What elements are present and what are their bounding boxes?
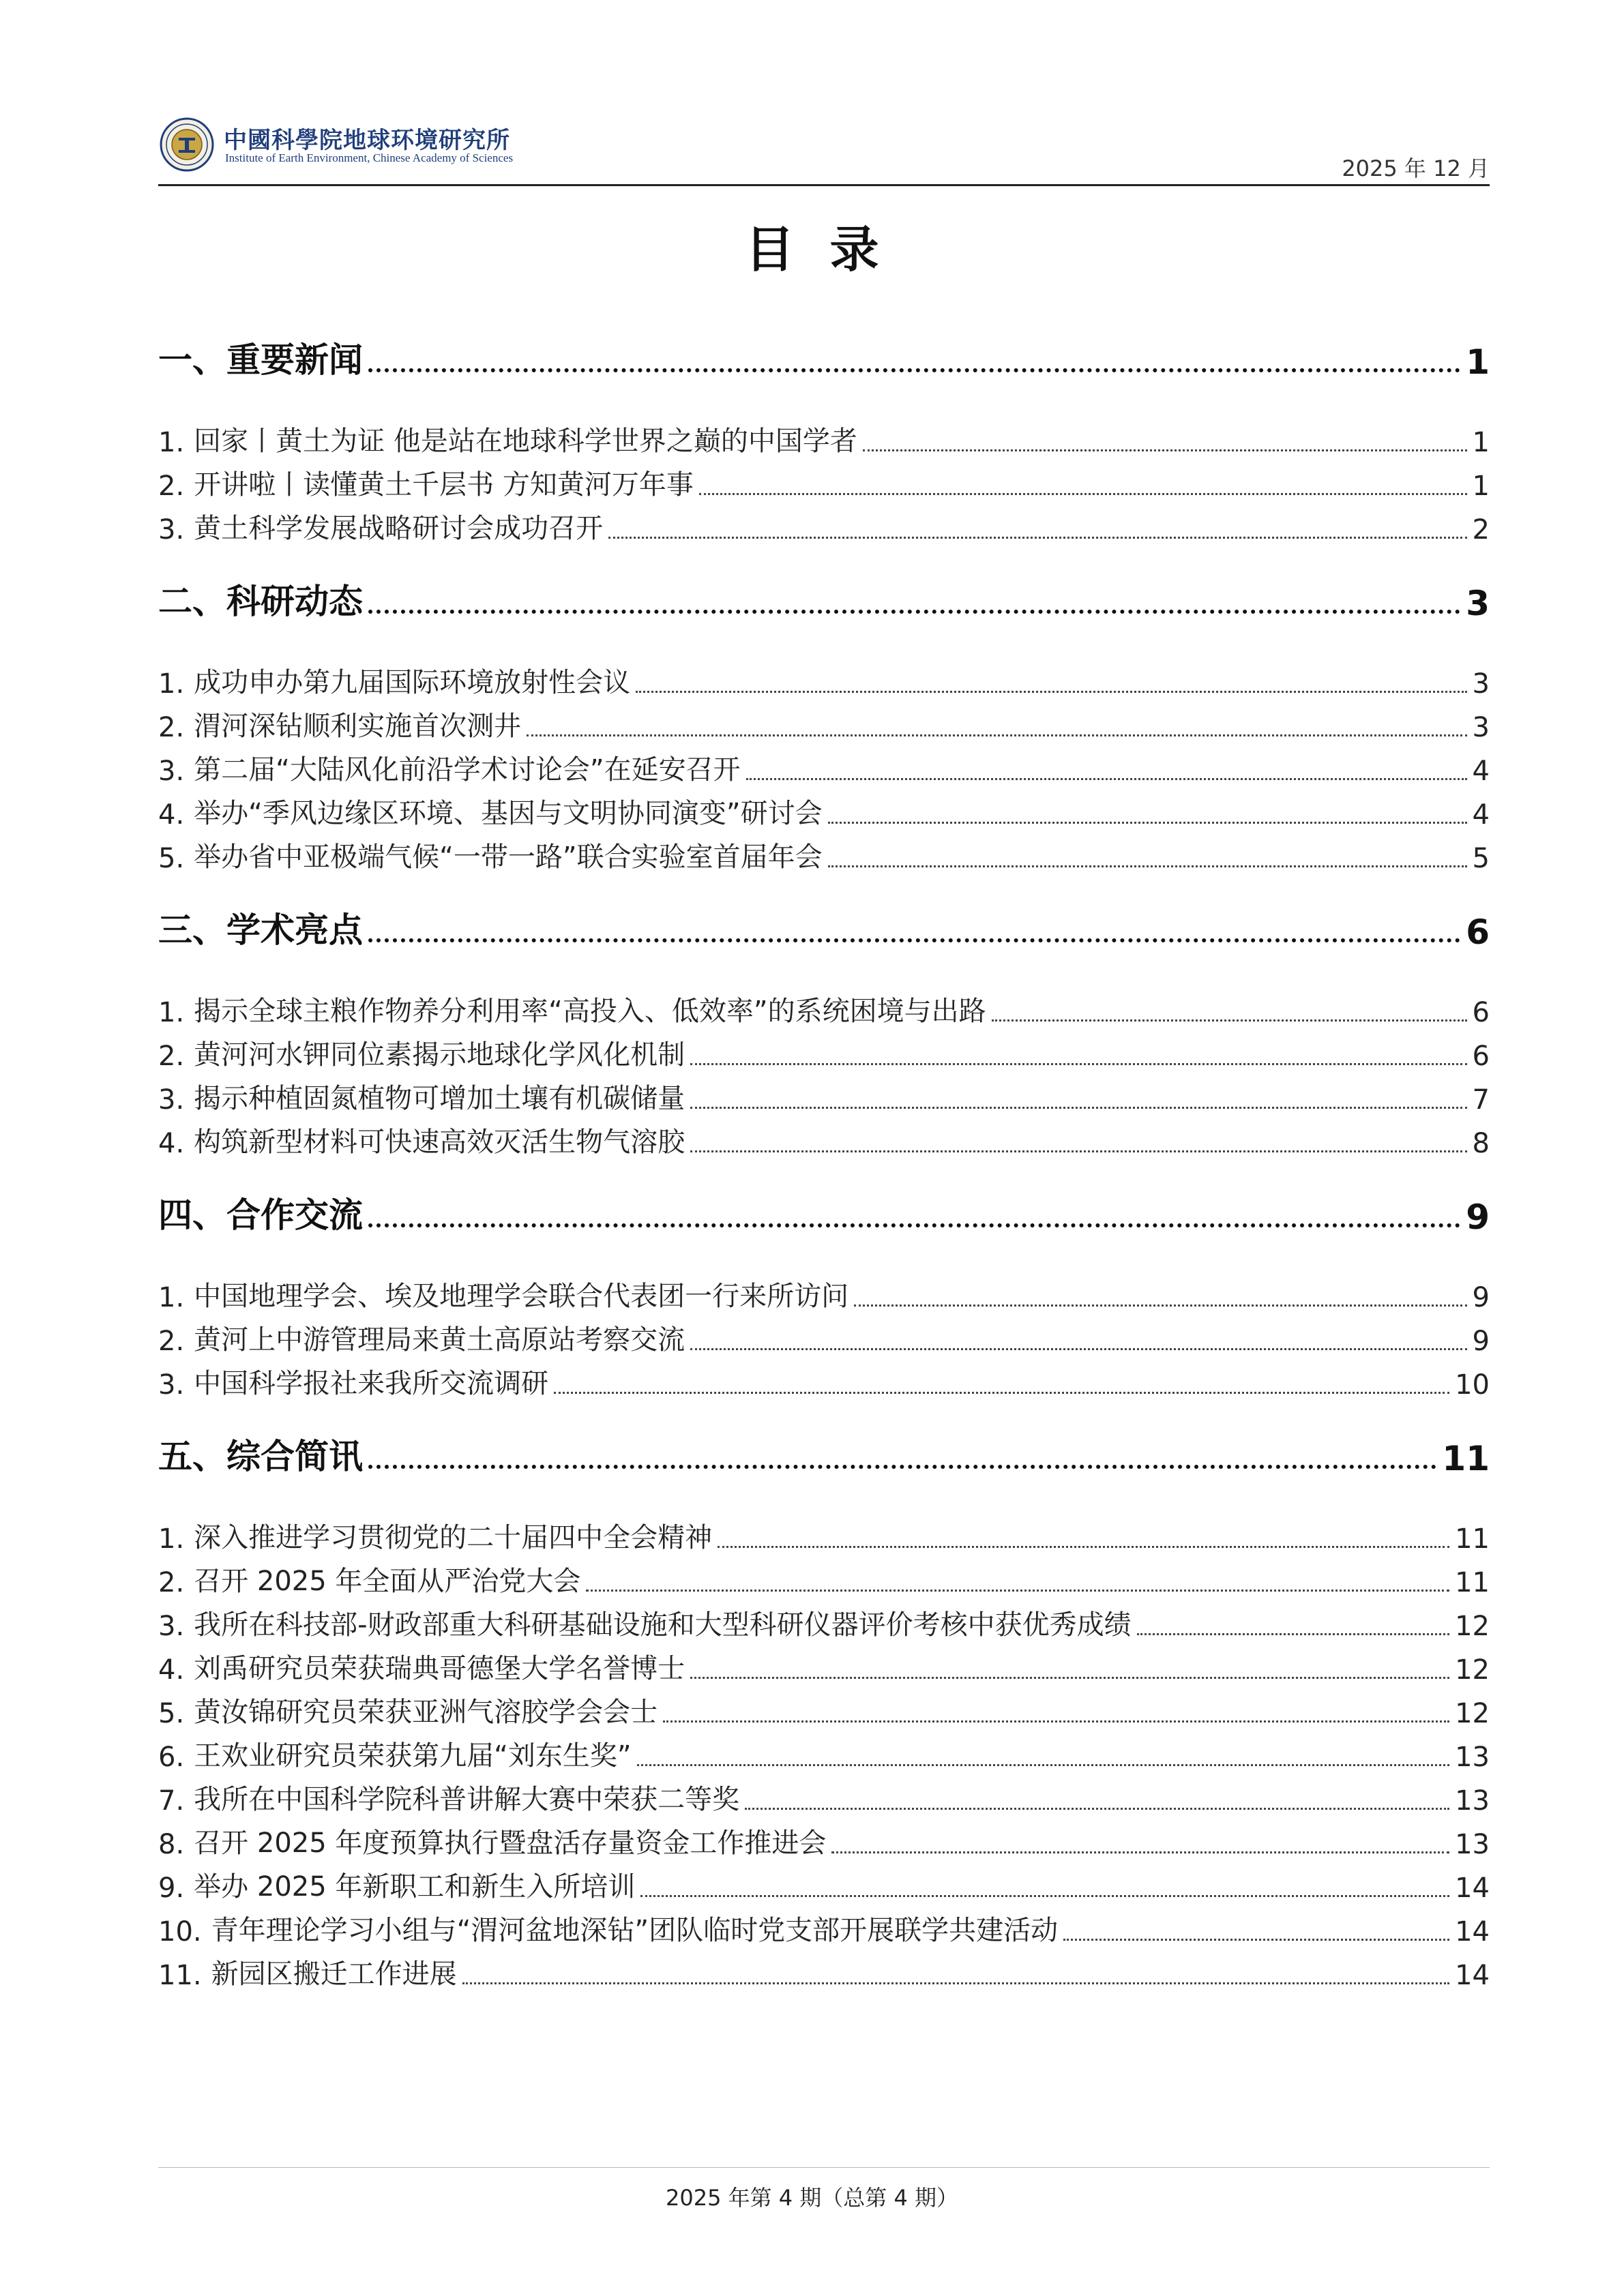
section-spacer (158, 952, 1490, 985)
toc-item-entry[interactable] (158, 1817, 1490, 1860)
item-number: 2. (158, 1567, 185, 1598)
item-page-number: 12 (1455, 1654, 1490, 1686)
item-number: 6. (158, 1742, 185, 1773)
item-page-number: 4 (1472, 756, 1490, 787)
item-number: 3. (158, 1369, 185, 1401)
dot-leader (608, 537, 1466, 539)
item-title: 揭示种植固氮植物可增加土壤有机碳储量 (194, 1083, 685, 1114)
item-title: 揭示全球主粮作物养分利用率“高投入、低效率”的系统困境与出路 (194, 996, 986, 1027)
dot-leader (690, 1107, 1466, 1109)
item-number: 3. (158, 514, 185, 546)
section-spacer (158, 623, 1490, 656)
dot-leader (527, 734, 1466, 736)
item-title: 中国地理学会、埃及地理学会联合代表团一行来所访问 (194, 1281, 849, 1312)
dot-leader (699, 493, 1467, 495)
dot-leader (690, 1348, 1466, 1350)
section-number: 一、 (158, 340, 226, 380)
item-number: 9. (158, 1873, 185, 1904)
toc-item-entry[interactable] (158, 1028, 1490, 1072)
toc-item-entry[interactable] (158, 985, 1490, 1028)
toc-item-entry[interactable] (158, 1313, 1490, 1357)
section-spacer (158, 1401, 1490, 1410)
item-title: 黄土科学发展战略研讨会成功召开 (194, 513, 604, 544)
dot-leader (828, 865, 1467, 867)
item-number: 4. (158, 1128, 185, 1159)
issue-date: 2025 年 12 月 (1342, 155, 1490, 181)
toc-item-entry[interactable] (158, 1072, 1490, 1116)
toc-item-entry[interactable] (158, 458, 1490, 502)
toc-item-entry[interactable] (158, 1773, 1490, 1817)
section-spacer (158, 546, 1490, 555)
item-title: 举办“季风边缘区环境、基因与文明协同演变”研讨会 (194, 798, 823, 829)
dot-leader (586, 1590, 1449, 1592)
item-page-number: 8 (1472, 1128, 1490, 1159)
item-number: 4. (158, 1654, 185, 1686)
logo-english-name: Institute of Earth Environment, Chinese Academy of Sciences (225, 151, 514, 164)
item-page-number: 12 (1455, 1611, 1490, 1642)
toc-item-entry[interactable] (158, 1598, 1490, 1642)
section-title: 重要新闻 (226, 340, 363, 380)
item-title: 黄汝锦研究员荣获亚洲气溶胶学会会士 (194, 1697, 658, 1728)
item-number: 11. (158, 1960, 202, 1991)
item-number: 1. (158, 1282, 185, 1313)
item-title: 刘禹研究员荣获瑞典哥德堡大学名誉博士 (194, 1653, 685, 1684)
item-page-number: 13 (1455, 1785, 1490, 1817)
item-page-number: 4 (1472, 799, 1490, 831)
section-page-number: 9 (1466, 1197, 1490, 1237)
section-title: 合作交流 (226, 1195, 363, 1235)
item-page-number: 14 (1455, 1960, 1490, 1991)
section-spacer (158, 1237, 1490, 1270)
item-page-number: 7 (1472, 1084, 1490, 1116)
toc-item-entry[interactable] (158, 502, 1490, 546)
toc-item-entry[interactable] (158, 415, 1490, 458)
toc-item-entry[interactable] (158, 1555, 1490, 1598)
dot-leader (368, 1223, 1460, 1227)
dot-leader (368, 368, 1460, 372)
item-title: 黄河上中游管理局来黄土高原站考察交流 (194, 1324, 685, 1356)
item-number: 2. (158, 712, 185, 743)
toc-section-entry[interactable] (158, 555, 1490, 623)
section-title: 学术亮点 (226, 910, 363, 950)
section-spacer (158, 1159, 1490, 1169)
toc-item-entry[interactable] (158, 1860, 1490, 1904)
dot-leader (1137, 1633, 1449, 1635)
dot-leader (636, 691, 1466, 693)
section-spacer (158, 874, 1490, 884)
item-number: 5. (158, 843, 185, 874)
item-page-number: 1 (1472, 471, 1490, 502)
item-page-number: 13 (1455, 1742, 1490, 1773)
toc-item-entry[interactable] (158, 1116, 1490, 1159)
toc-section-entry[interactable] (158, 314, 1490, 382)
item-title: 渭河深钻顺利实施首次测井 (194, 711, 522, 742)
item-page-number: 6 (1472, 997, 1490, 1028)
logo-chinese-name: 中國科學院地球环境研究所 (224, 127, 510, 154)
page-title: 目录 (745, 221, 915, 278)
item-title: 新园区搬迁工作进展 (211, 1958, 457, 1990)
dot-leader (863, 449, 1467, 451)
toc-item-entry[interactable] (158, 1357, 1490, 1401)
item-number: 3. (158, 1084, 185, 1116)
section-number: 三、 (158, 910, 226, 950)
item-page-number: 11 (1455, 1567, 1490, 1598)
item-title: 召开 2025 年全面从严治党大会 (194, 1566, 581, 1597)
item-number: 2. (158, 1041, 185, 1072)
dot-leader (554, 1392, 1449, 1394)
section-page-number: 6 (1466, 912, 1490, 952)
item-number: 1. (158, 427, 185, 458)
toc-item-entry[interactable] (158, 656, 1490, 700)
section-title: 科研动态 (226, 582, 363, 621)
item-title: 黄河河水钾同位素揭示地球化学风化机制 (194, 1039, 685, 1071)
item-title: 开讲啦丨读懂黄土千层书 方知黄河万年事 (194, 469, 694, 501)
item-title: 王欢业研究员荣获第九届“刘东生奖” (194, 1740, 632, 1772)
toc-item-entry[interactable] (158, 831, 1490, 874)
dot-leader (992, 1019, 1467, 1022)
table-of-contents (158, 314, 1490, 1991)
item-number: 10. (158, 1916, 202, 1948)
dot-leader (745, 1808, 1449, 1810)
item-page-number: 10 (1455, 1369, 1490, 1401)
page-footer: 2025 年第 4 期（总第 4 期） (665, 2185, 959, 2211)
toc-item-entry[interactable] (158, 1686, 1490, 1729)
dot-leader (746, 778, 1467, 780)
page-header (158, 109, 1490, 186)
section-page-number: 1 (1466, 342, 1490, 382)
item-page-number: 3 (1472, 668, 1490, 700)
dot-leader (690, 1150, 1466, 1152)
item-number: 1. (158, 997, 185, 1028)
item-page-number: 12 (1455, 1698, 1490, 1729)
toc-item-entry[interactable] (158, 700, 1490, 743)
item-title: 举办 2025 年新职工和新生入所培训 (194, 1871, 636, 1903)
toc-item-entry[interactable] (158, 1904, 1490, 1948)
section-number: 五、 (158, 1437, 226, 1476)
toc-section-entry[interactable] (158, 1169, 1490, 1237)
item-title: 召开 2025 年度预算执行暨盘活存量资金工作推进会 (194, 1828, 827, 1859)
dot-leader (831, 1851, 1449, 1853)
section-spacer (158, 1478, 1490, 1511)
item-page-number: 2 (1472, 514, 1490, 546)
dot-leader (640, 1895, 1449, 1897)
section-number: 二、 (158, 582, 226, 621)
dot-leader (1063, 1939, 1449, 1941)
dot-leader (637, 1764, 1449, 1766)
item-title: 中国科学报社来我所交流调研 (194, 1368, 549, 1399)
toc-item-entry[interactable] (158, 1642, 1490, 1686)
item-number: 2. (158, 471, 185, 502)
toc-item-entry[interactable] (158, 1729, 1490, 1773)
item-page-number: 14 (1455, 1916, 1490, 1948)
item-number: 1. (158, 668, 185, 700)
item-title: 构筑新型材料可快速高效灭活生物气溶胶 (194, 1127, 685, 1158)
item-number: 5. (158, 1698, 185, 1729)
item-number: 7. (158, 1785, 185, 1817)
dot-leader (690, 1063, 1466, 1065)
toc-section-entry[interactable] (158, 884, 1490, 952)
toc-section-entry[interactable] (158, 1410, 1490, 1478)
item-title: 成功申办第九届国际环境放射性会议 (194, 667, 631, 698)
item-number: 2. (158, 1326, 185, 1357)
item-page-number: 6 (1472, 1041, 1490, 1072)
item-page-number: 1 (1472, 427, 1490, 458)
item-number: 1. (158, 1523, 185, 1555)
item-title: 回家丨黄土为证 他是站在地球科学世界之巅的中国学者 (194, 426, 857, 457)
item-number: 3. (158, 756, 185, 787)
dot-leader (368, 938, 1460, 942)
dot-leader (828, 822, 1467, 824)
item-title: 深入推进学习贯彻党的二十届四中全会精神 (194, 1522, 713, 1553)
item-page-number: 5 (1472, 843, 1490, 874)
toc-item-entry[interactable] (158, 787, 1490, 831)
dot-leader (690, 1677, 1449, 1679)
toc-item-entry[interactable] (158, 743, 1490, 787)
item-title: 第二届“大陆风化前沿学术讨论会”在延安召开 (194, 754, 741, 786)
dot-leader (462, 1982, 1449, 1984)
item-title: 我所在中国科学院科普讲解大赛中荣获二等奖 (194, 1784, 740, 1815)
item-page-number: 9 (1472, 1326, 1490, 1357)
section-title: 综合简讯 (226, 1437, 363, 1476)
item-page-number: 9 (1472, 1282, 1490, 1313)
toc-item-entry[interactable] (158, 1511, 1490, 1555)
item-title: 我所在科技部-财政部重大科研基础设施和大型科研仪器评价考核中获优秀成绩 (194, 1609, 1132, 1641)
dot-leader (368, 1465, 1436, 1469)
item-page-number: 3 (1472, 712, 1490, 743)
toc-item-entry[interactable] (158, 1948, 1490, 1991)
footer-divider (158, 2167, 1490, 2168)
dot-leader (368, 610, 1460, 614)
section-page-number: 11 (1442, 1439, 1490, 1478)
institute-seal-icon (160, 117, 214, 172)
item-page-number: 14 (1455, 1873, 1490, 1904)
item-title: 青年理论学习小组与“渭河盆地深钻”团队临时党支部开展联学共建活动 (211, 1915, 1059, 1946)
item-number: 8. (158, 1829, 185, 1860)
section-number: 四、 (158, 1195, 226, 1235)
section-page-number: 3 (1466, 584, 1490, 623)
item-number: 3. (158, 1611, 185, 1642)
item-title: 举办省中亚极端气候“一带一路”联合实验室首届年会 (194, 841, 823, 873)
dot-leader (718, 1546, 1449, 1548)
toc-item-entry[interactable] (158, 1270, 1490, 1313)
item-page-number: 11 (1455, 1523, 1490, 1555)
dot-leader (663, 1720, 1449, 1723)
item-page-number: 13 (1455, 1829, 1490, 1860)
section-spacer (158, 382, 1490, 415)
dot-leader (854, 1304, 1466, 1307)
item-number: 4. (158, 799, 185, 831)
